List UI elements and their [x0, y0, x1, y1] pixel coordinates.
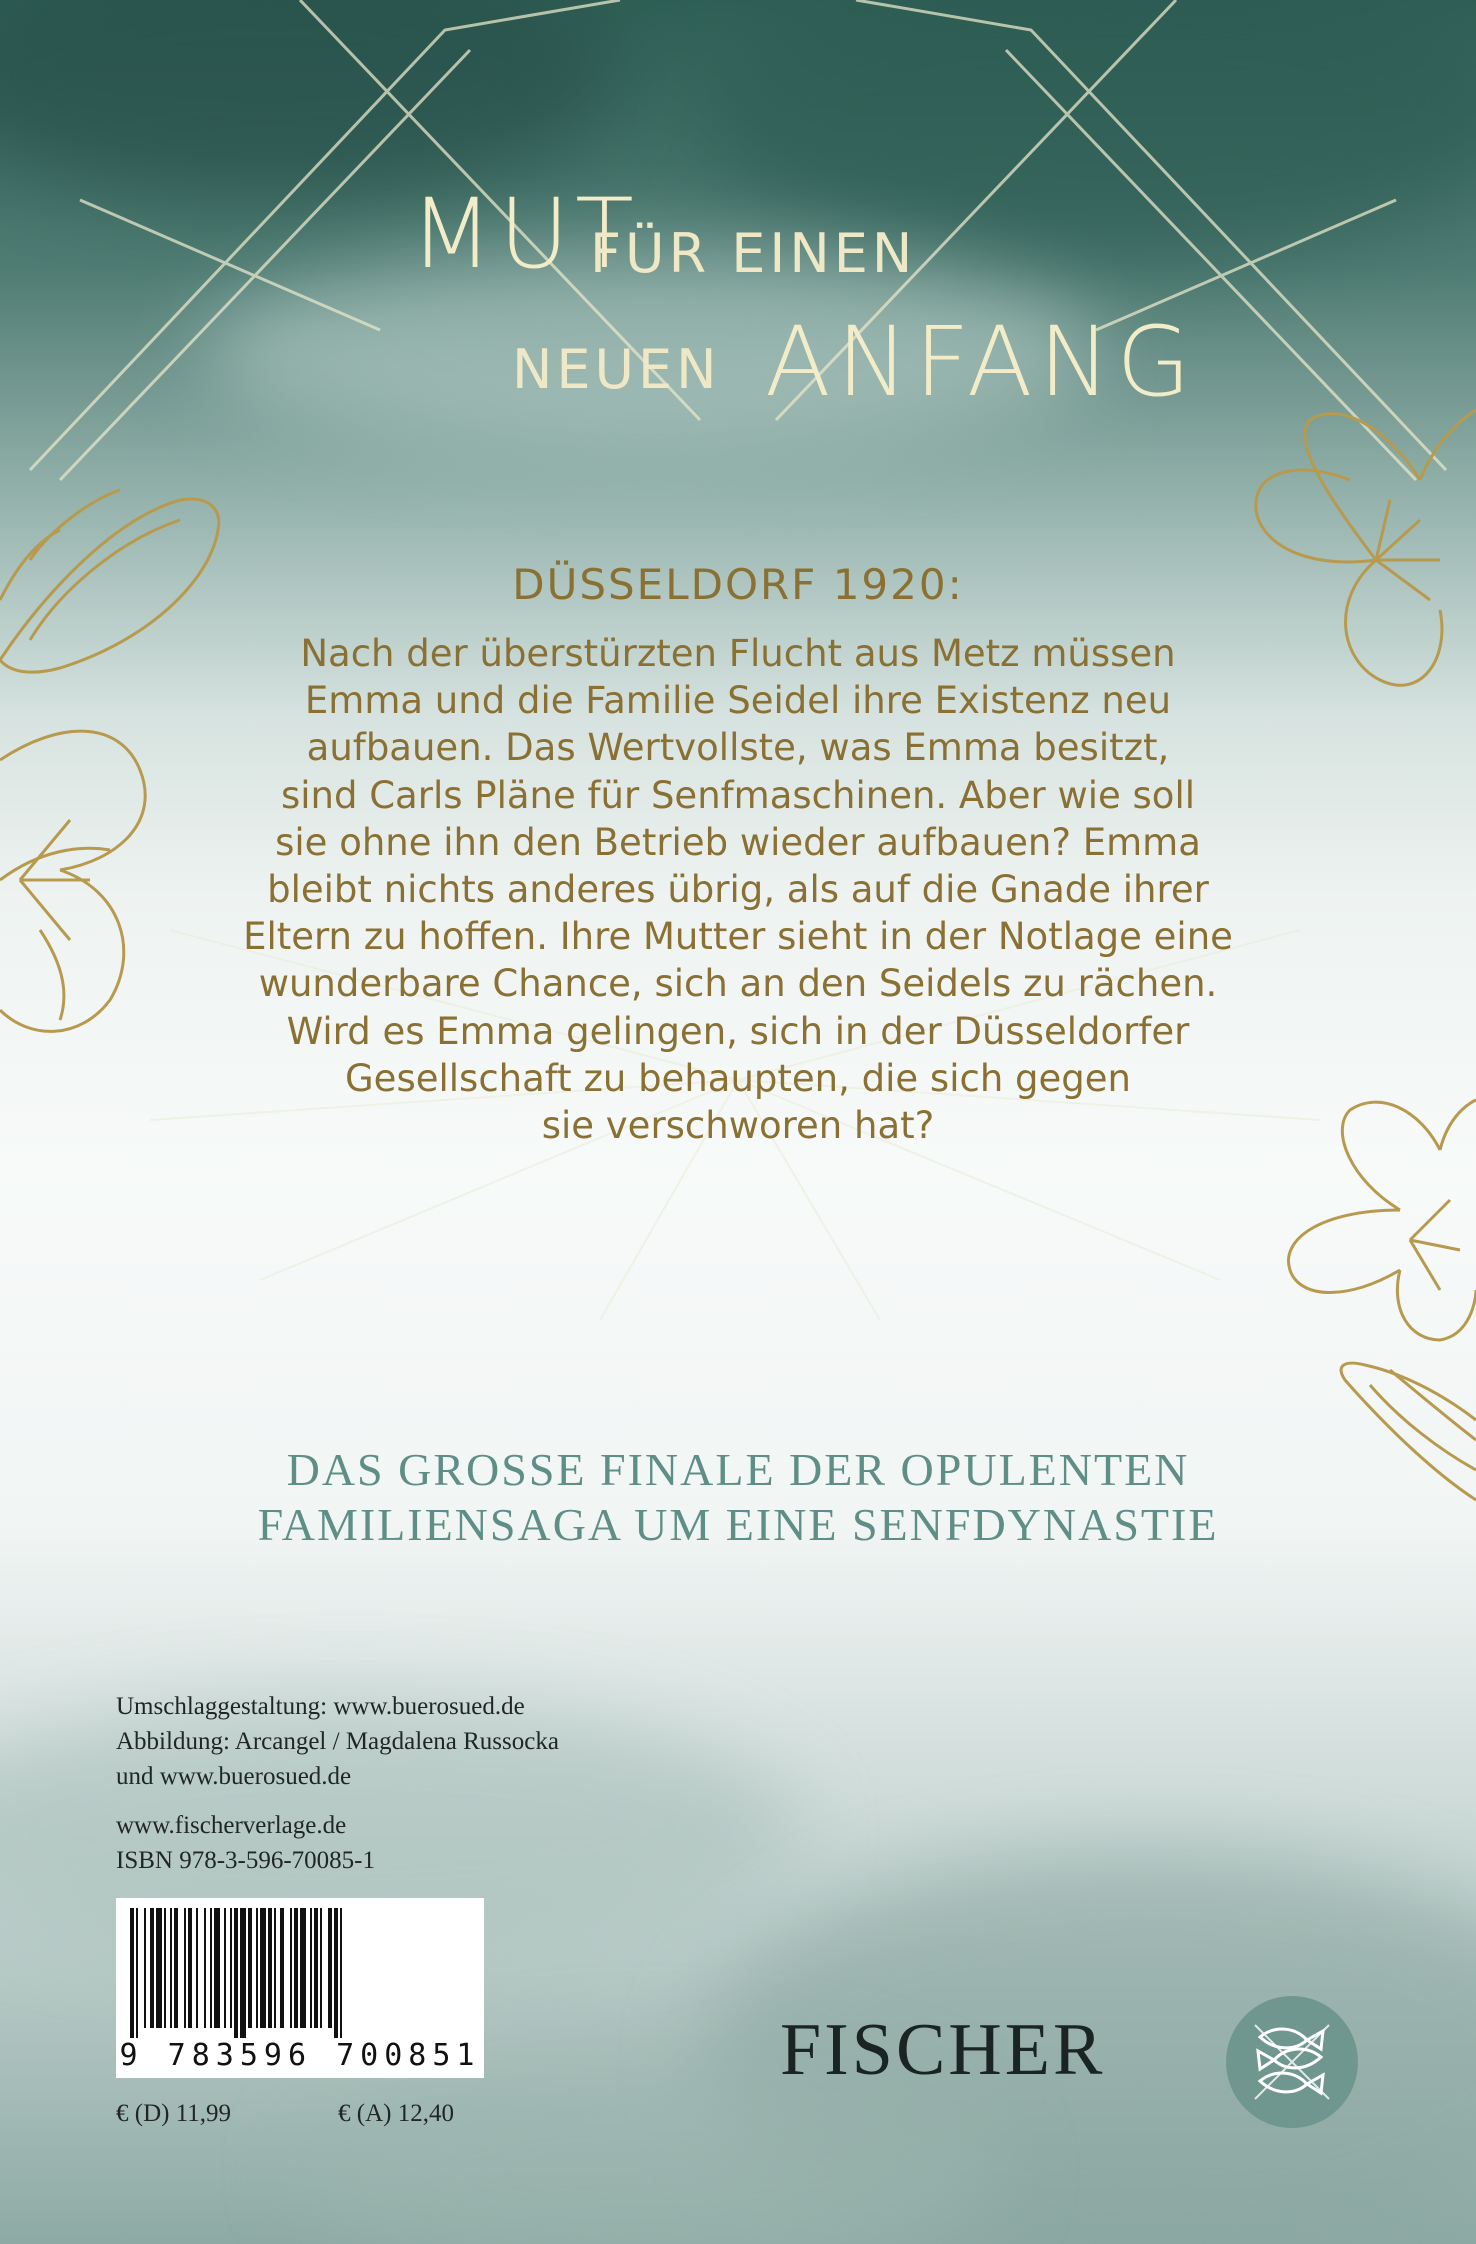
- barcode-bar: [150, 1908, 154, 2028]
- barcode-bar: [210, 1908, 212, 2028]
- barcode-bar: [310, 1908, 312, 2028]
- blurb-line: Gesellschaft zu behaupten, die sich gegen: [345, 1056, 1131, 1100]
- barcode-bar: [314, 1908, 318, 2028]
- blurb-line: sind Carls Pläne für Senfmaschinen. Aber wie soll: [280, 773, 1196, 817]
- finale-line-1: DAS GROSSE FINALE DER OPULENTEN: [286, 1444, 1190, 1495]
- barcode-bar: [328, 1908, 332, 2028]
- blurb-line: Emma und die Familie Seidel ihre Existenz neu: [304, 679, 1172, 723]
- barcode-bar: [290, 1908, 292, 2028]
- barcode-bar: [340, 1908, 342, 2038]
- tagline-word-mut: MUT: [410, 178, 640, 290]
- blurb-line: Eltern zu hoffen. Ihre Mutter sieht in der Notlage eine: [243, 915, 1233, 959]
- barcode-bar: [334, 1908, 338, 2038]
- blurb-line: Nach der überstürzten Flucht aus Metz müssen: [300, 632, 1176, 675]
- cover-design-credit: Umschlaggestaltung: www.buerosued.de: [116, 1693, 525, 1720]
- tagline-line1: FÜR EINEN: [590, 222, 917, 285]
- barcode-bar: [230, 1908, 232, 2028]
- blurb-heading: DÜSSELDORF 1920:: [512, 560, 964, 609]
- illustration-credit: Abbildung: Arcangel / Magdalena Russocka: [116, 1728, 559, 1755]
- blurb-line: bleibt nichts anderes übrig, als auf die Gnade ihrer: [267, 868, 1209, 911]
- barcode-bar: [260, 1908, 266, 2028]
- publisher-website: www.fischerverlage.de: [116, 1812, 347, 1839]
- barcode-bar: [164, 1908, 166, 2028]
- blurb-line: Wird es Emma gelingen, sich in der Düsseldorfer: [286, 1009, 1190, 1053]
- barcode-bar: [280, 1908, 284, 2028]
- barcode-bar: [136, 1908, 138, 2038]
- publisher-name: FISCHER: [780, 2009, 1106, 2091]
- barcode-bar: [196, 1908, 198, 2028]
- barcode-bar: [156, 1908, 162, 2028]
- barcode-bar: [294, 1908, 298, 2028]
- barcode-bars: [116, 1898, 484, 2038]
- barcode-bar: [248, 1908, 252, 2028]
- barcode-bar: [170, 1908, 172, 2028]
- barcode-bar: [130, 1908, 134, 2038]
- finale-line-2: FAMILIENSAGA UM EINE SENFDYNASTIE: [257, 1499, 1219, 1550]
- barcode-bar: [188, 1908, 192, 2028]
- barcode-bar: [144, 1908, 146, 2028]
- barcode-bar: [274, 1908, 276, 2028]
- barcode: [116, 1898, 484, 2078]
- blurb-line: aufbauen. Das Wertvollste, was Emma besitzt,: [306, 726, 1170, 770]
- blurb-line: sie ohne ihn den Betrieb wieder aufbauen? Emma: [275, 820, 1201, 864]
- fischer-fish-logo-icon: [1225, 1995, 1359, 2129]
- barcode-bar: [320, 1908, 322, 2028]
- barcode-bar: [234, 1908, 238, 2038]
- barcode-bar: [204, 1908, 206, 2028]
- barcode-bar: [174, 1908, 178, 2028]
- barcode-bar: [300, 1908, 306, 2028]
- barcode-bar: [256, 1908, 258, 2028]
- blurb-line: wunderbare Chance, sich an den Seidels zu rächen.: [258, 962, 1218, 1006]
- isbn-number: ISBN 978-3-596-70085-1: [116, 1847, 376, 1874]
- price-germany: € (D) 11,99: [116, 2100, 232, 2127]
- barcode-bar: [240, 1908, 246, 2038]
- barcode-digits: 9 783596 700851: [119, 2038, 481, 2073]
- barcode-bar: [268, 1908, 272, 2028]
- blurb-line: sie verschworen hat?: [541, 1104, 935, 1147]
- tagline-word-anfang: ANFANG: [765, 306, 1197, 418]
- illustration-credit-2: und www.buerosued.de: [116, 1763, 352, 1790]
- barcode-bar: [214, 1908, 220, 2028]
- barcode-bar: [224, 1908, 226, 2028]
- price-austria: € (A) 12,40: [338, 2100, 454, 2127]
- tagline-line2: NEUEN: [512, 338, 721, 401]
- barcode-bar: [184, 1908, 186, 2028]
